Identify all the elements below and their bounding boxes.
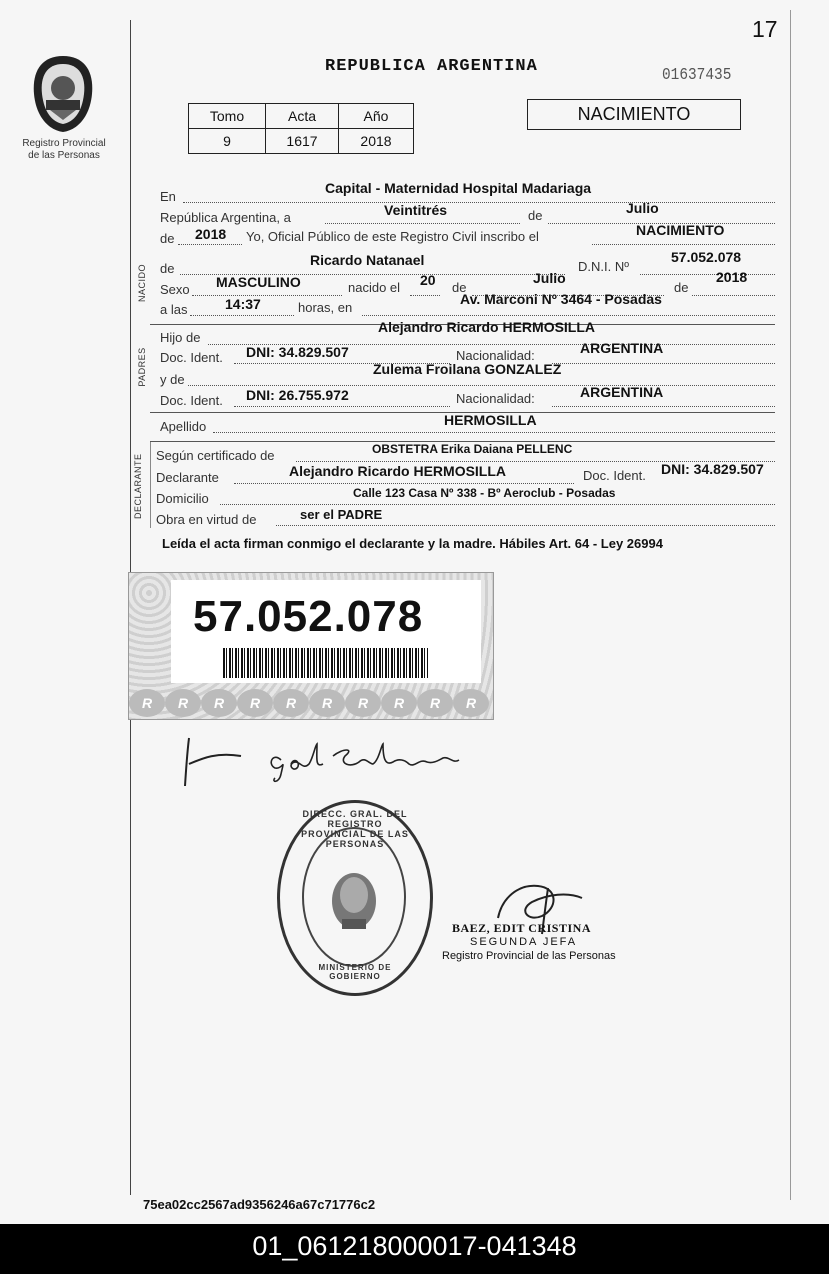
seal-outer-text: DIRECC. GRAL. DEL REGISTRO PROVINCIAL DE LAS PERSONAS [301, 809, 409, 849]
value-madre-doc: DNI: 26.755.972 [246, 387, 349, 403]
label-en: En [160, 189, 176, 204]
value-anio-nac: 2018 [716, 269, 748, 285]
label-de-nombre: de [160, 261, 175, 276]
value-anio: 2018 [195, 226, 227, 242]
file-id-bar: 01_061218000017-041348 [0, 1224, 829, 1274]
label-apellido: Apellido [160, 419, 207, 434]
sticker-letter: R [309, 689, 345, 717]
value-acta: 1617 [266, 129, 339, 154]
sticker-letter: R [345, 689, 381, 717]
dni-sticker [128, 572, 494, 720]
sticker-letter: R [453, 689, 489, 717]
value-mes: Julio [626, 200, 659, 216]
label-yo: Yo, Oficial Público de este Registro Civil inscribo el [246, 229, 539, 244]
sticker-letter: R [129, 689, 165, 717]
label-doc-ident-madre: Doc. Ident. [160, 393, 223, 408]
value-nombre: Ricardo Natanael [310, 252, 425, 268]
closing-note: Leída el acta firman conmigo el declarante y la madre. Hábiles Art. 64 - Ley 26994 [162, 536, 663, 551]
dotted-line [188, 385, 775, 386]
declarante-border [150, 442, 151, 528]
handwritten-signatures [183, 734, 463, 790]
dotted-line [220, 504, 775, 505]
label-nacionalidad-padre: Nacionalidad: [456, 348, 535, 363]
header-acta: Acta [266, 104, 339, 129]
document-title: REPUBLICA ARGENTINA [325, 57, 538, 76]
sticker-label [171, 580, 481, 683]
label-horas-en: horas, en [298, 300, 353, 315]
label-domicilio: Domicilio [156, 491, 209, 506]
value-dni: 57.052.078 [671, 249, 742, 265]
label-hijo-de: Hijo de [160, 330, 201, 345]
sticker-letter: R [201, 689, 237, 717]
value-direccion-nac: Av. Marconi Nº 3464 - Posadas [460, 291, 662, 307]
dotted-line [410, 295, 440, 296]
value-declarante-doc: DNI: 34.829.507 [661, 461, 764, 477]
sticker-letter: R [237, 689, 273, 717]
dotted-line [692, 295, 775, 296]
logo-caption-line2: de las Personas [28, 150, 100, 161]
barcode [223, 648, 428, 678]
dotted-line [213, 432, 775, 433]
value-apellido: HERMOSILLA [444, 412, 537, 428]
record-table [188, 103, 414, 154]
sticker-letter: R [165, 689, 201, 717]
value-sexo: MASCULINO [216, 274, 301, 290]
page-number: 17 [752, 16, 778, 42]
dotted-line [640, 274, 775, 275]
serial-number: 01637435 [662, 66, 732, 85]
label-obra: Obra en virtud de [156, 512, 257, 527]
side-label-padres: PADRES [137, 347, 147, 387]
value-domicilio: Calle 123 Casa Nº 338 - Bº Aeroclub - Posadas [353, 486, 616, 500]
seal-inner-text: MINISTERIO DE GOBIERNO [318, 963, 392, 981]
dotted-line [234, 406, 450, 407]
label-segun: Según certificado de [156, 448, 275, 463]
signatory-name: BAEZ, EDIT CRISTINA [452, 921, 591, 935]
value-dia-nac: 20 [420, 272, 436, 288]
label-sexo: Sexo [160, 282, 190, 297]
right-margin-line [790, 10, 791, 1200]
header-tomo: Tomo [189, 104, 266, 129]
dotted-line [552, 406, 775, 407]
value-padre-doc: DNI: 34.829.507 [246, 344, 349, 360]
label-dni: D.N.I. Nº [578, 259, 629, 274]
value-obra: ser el PADRE [300, 507, 383, 522]
dotted-line [183, 202, 775, 203]
value-tomo: 9 [189, 129, 266, 154]
label-a-las: a las [160, 302, 188, 317]
label-de3: de [674, 280, 689, 295]
dotted-line [276, 525, 775, 526]
label-y-de: y de [160, 372, 185, 387]
official-seal [277, 800, 433, 996]
dotted-line [234, 483, 574, 484]
logo-caption [14, 138, 114, 162]
side-label-declarante: DECLARANTE [133, 453, 143, 519]
dotted-line [362, 315, 775, 316]
dotted-line [178, 244, 242, 245]
signatory-org: Registro Provincial de las Personas [442, 950, 616, 962]
label-nacionalidad-madre: Nacionalidad: [456, 391, 535, 406]
value-declarante: Alejandro Ricardo HERMOSILLA [289, 463, 507, 479]
value-certificado: OBSTETRA Erika Daiana PELLENC [372, 442, 573, 456]
sticker-number: 57.052.078 [193, 592, 424, 641]
dotted-line [192, 295, 342, 296]
value-dia-letras: Veintitrés [384, 202, 448, 218]
sticker-letter: R [273, 689, 309, 717]
sticker-letter: R [417, 689, 453, 717]
logo-caption-line1: Registro Provincial [22, 138, 106, 149]
label-declarante: Declarante [156, 470, 219, 485]
side-label-nacido: NACIDO [137, 264, 147, 303]
label-de-prep: de [528, 208, 543, 223]
value-lugar: Capital - Maternidad Hospital Madariaga [325, 180, 592, 196]
label-de2: de [452, 280, 467, 295]
label-republica: República Argentina, a [160, 210, 291, 225]
label-de-anio: de [160, 231, 175, 246]
value-padre: Alejandro Ricardo HERMOSILLA [378, 319, 596, 335]
label-nacido-el: nacido el [348, 280, 401, 295]
label-doc-ident-padre: Doc. Ident. [160, 350, 223, 365]
value-hora: 14:37 [225, 296, 261, 312]
province-logo [30, 54, 96, 134]
value-madre: Zulema Froilana GONZALEZ [373, 361, 562, 377]
value-inscribe: NACIMIENTO [636, 222, 725, 238]
header-anio: Año [339, 104, 414, 129]
dotted-line [325, 223, 520, 224]
sticker-pattern [129, 689, 493, 719]
value-padre-nac: ARGENTINA [580, 340, 664, 356]
sticker-letter: R [381, 689, 417, 717]
label-doc-ident-declarante: Doc. Ident. [583, 468, 646, 483]
value-mes-nac: Julio [533, 270, 566, 286]
dotted-line [190, 315, 294, 316]
value-madre-nac: ARGENTINA [580, 384, 664, 400]
document-hash: 75ea02cc2567ad9356246a67c71776c2 [143, 1197, 376, 1212]
value-anio: 2018 [339, 129, 414, 154]
dotted-line [592, 244, 775, 245]
record-type-box: NACIMIENTO [527, 99, 741, 130]
dotted-line [552, 363, 775, 364]
signatory-role: SEGUNDA JEFA [470, 936, 578, 948]
